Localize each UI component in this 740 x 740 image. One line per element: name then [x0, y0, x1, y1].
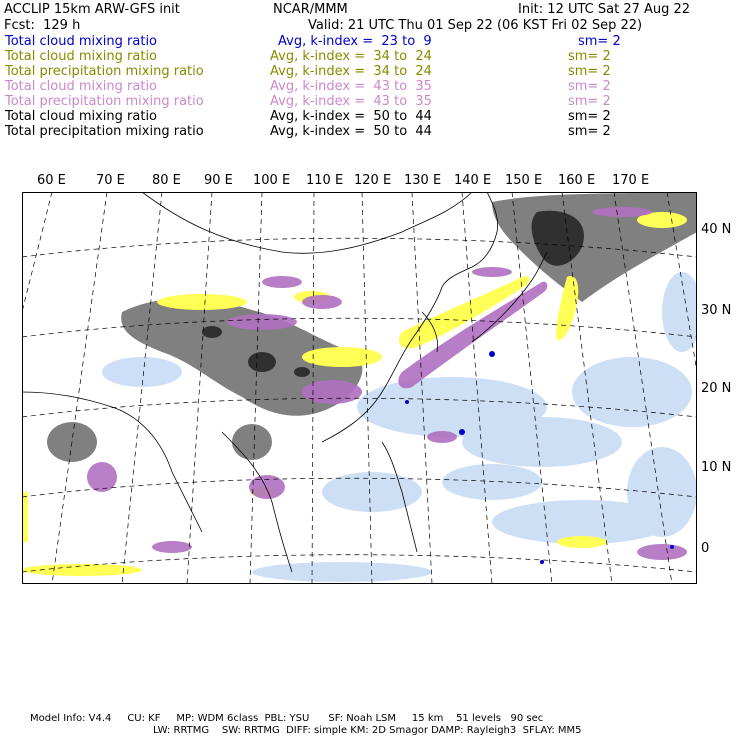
- lon-label: 140 E: [454, 173, 492, 188]
- field-smoothing: sm= 2: [568, 109, 611, 124]
- field-smoothing: sm= 2: [568, 49, 611, 64]
- lon-label: 120 E: [354, 173, 392, 188]
- lon-label: 80 E: [152, 173, 181, 188]
- model-title: ACCLIP 15km ARW-GFS init: [4, 2, 180, 17]
- field-avg: Avg, k-index = 34 to 24: [270, 64, 432, 79]
- field-avg: Avg, k-index = 34 to 24: [270, 49, 432, 64]
- field-name: Total precipitation mixing ratio: [5, 124, 204, 139]
- lon-label: 60 E: [37, 173, 66, 188]
- field-name: Total precipitation mixing ratio: [5, 64, 204, 79]
- field-smoothing: sm= 2: [568, 79, 611, 94]
- field-avg: Avg, k-index = 50 to 44: [270, 109, 432, 124]
- field-smoothing: sm= 2: [568, 64, 611, 79]
- lon-label: 150 E: [505, 173, 543, 188]
- lon-label: 70 E: [96, 173, 125, 188]
- field-avg: Avg, k-index = 43 to 35: [270, 94, 432, 109]
- field-smoothing: sm= 2: [568, 94, 611, 109]
- field-smoothing: sm= 2: [568, 124, 611, 139]
- valid-time: Valid: 21 UTC Thu 01 Sep 22 (06 KST Fri 02 Sep 22): [308, 18, 643, 33]
- lon-label: 160 E: [558, 173, 596, 188]
- field-name: Total cloud mixing ratio: [5, 34, 158, 49]
- field-name: Total cloud mixing ratio: [5, 79, 158, 94]
- cloud-map: [22, 192, 697, 584]
- field-name: Total cloud mixing ratio: [5, 49, 158, 64]
- lon-label: 100 E: [253, 173, 291, 188]
- model-info: Model Info: V4.4 CU: KF MP: WDM 6class PBL: YSU SF: Noah LSM 15 km 51 levels 90 sec: [30, 713, 544, 724]
- lat-label: 20 N: [701, 381, 732, 396]
- field-avg: Avg, k-index = 23 to 9: [278, 34, 432, 49]
- lat-label: 0: [701, 541, 710, 556]
- field-smoothing: sm= 2: [578, 34, 621, 49]
- lat-label: 30 N: [701, 303, 732, 318]
- field-name: Total precipitation mixing ratio: [5, 94, 204, 109]
- center-label: NCAR/MMM: [273, 2, 348, 17]
- field-name: Total cloud mixing ratio: [5, 109, 158, 124]
- lat-label: 10 N: [701, 460, 732, 475]
- lon-label: 90 E: [204, 173, 233, 188]
- lon-label: 110 E: [306, 173, 344, 188]
- physics-info: LW: RRTMG SW: RRTMG DIFF: simple KM: 2D Smagor DAMP: Rayleigh3 SFLAY: MM5: [153, 725, 582, 736]
- forecast-hour: Fcst: 129 h: [4, 18, 81, 33]
- lon-label: 130 E: [404, 173, 442, 188]
- field-avg: Avg, k-index = 50 to 44: [270, 124, 432, 139]
- lon-label: 170 E: [612, 173, 650, 188]
- field-avg: Avg, k-index = 43 to 35: [270, 79, 432, 94]
- init-time: Init: 12 UTC Sat 27 Aug 22: [518, 2, 691, 17]
- lat-label: 40 N: [701, 222, 732, 237]
